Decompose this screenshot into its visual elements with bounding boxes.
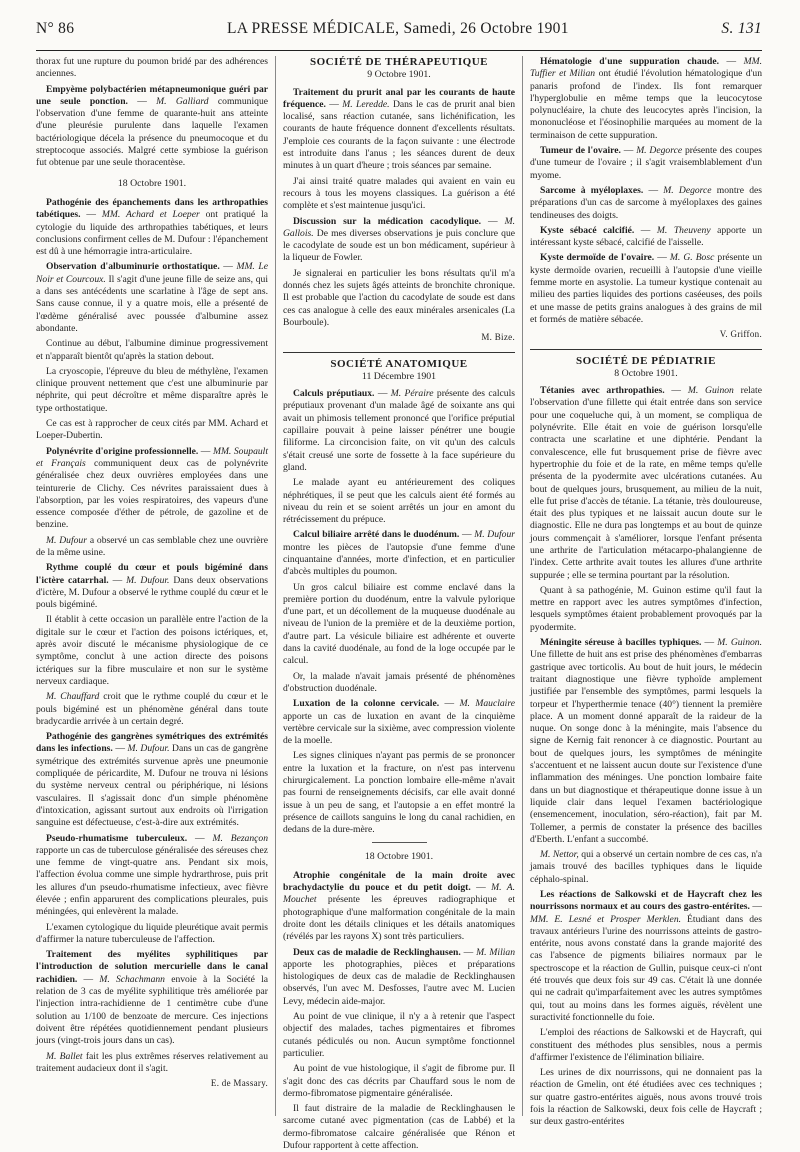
- article-text: présente un kyste dermoïde ovarien, recueilli à l'autopsie d'une vieille femme morte en asystolie. La tumeur kystique contenait au milieu des parties liquides des portions caséeuses, des poils et une masse de petits grains analogues à des grains de mil et formés de matière sébacée.: [530, 252, 762, 325]
- column-3: [530, 56, 763, 1128]
- article-author: MM. Tuffier et Milian: [530, 56, 763, 80]
- article-author: M. Theuveny: [656, 224, 711, 236]
- paragraph: Le malade ayant eu antérieurement des coliques néphrétiques, il se peut que les calculs aient été formés au niveau du rein et se soient arrêtés un jour en amont du rétrécissement du prépuce.: [283, 477, 515, 526]
- article-author: M. Leredde.: [342, 98, 390, 110]
- paragraph: Or, la malade n'avait jamais présenté de phénomènes d'obstruction duodénale.: [283, 670, 515, 694]
- article-text: apporte les photographies, pièces et préparations histologiques de deux cas de maladie de Recklinghausen observés, l'un avec M. Desfosses, l'autre avec M. Lucien Levy, médecin aide-major.: [283, 958, 515, 1007]
- article-author: M. Dufour.: [127, 743, 170, 755]
- article-author: MM. Le Noir et Courcoux.: [36, 261, 268, 285]
- article-author: M. Péraire: [390, 388, 434, 400]
- article-text: apporte un cas de luxation en avant de la cinquième vertèbre cervicale sur la sixième, avec compression violente de la moelle.: [283, 710, 515, 747]
- article-text: croit que le rythme couplé du cœur et le pouls bigéminé est un phénomène général dans toute bradycardie arrivée à un certain degré.: [36, 691, 268, 727]
- article-text: Il s'agit d'une jeune fille de seize ans, qui a dans ses antécédents une scarlatine à l'âge de sept ans. Sans cause connue, il y a quatre mois, elle a présenté de l'œdème généralisé avec poussée d'albumine assez abondante.: [36, 273, 268, 334]
- article-text: Dans deux observations d'ictère, M. Dufour a observé le rythme couplé du cœur et le pouls bigéminé.: [36, 574, 269, 611]
- article-title: Tumeur de l'ovaire.: [540, 145, 621, 157]
- article-text: montre les pièces de l'autopsie d'une femme d'une cinquantaine d'années, morte d'infection, et en particulier d'abcès multiples du poumon.: [283, 541, 515, 578]
- article-text: fait les plus extrêmes réserves relativement au traitement audacieux dont il s'agit.: [36, 1050, 268, 1074]
- paragraph: [36, 535, 268, 560]
- article-title: Pseudo-rhumatisme tuberculeux.: [46, 832, 188, 844]
- article-text: ont pratiqué la cytologie du liquide des arthropathies tabétiques, et leurs conclusions confirment celles de M. Dufour : l'épanchement est dû à une hémorragie intra-articulaire.: [36, 209, 268, 258]
- section-date: 9 Octobre 1901.: [367, 69, 431, 81]
- paragraph: Au point de vue histologique, il s'agit de fibrome pur. Il s'agit donc des cas décrits par Chauffard sous le nom de dermo-fibromatose pigmentaire généralisée.: [283, 1063, 515, 1099]
- article-text: montre des préparations d'un cas de sarcome à myéloplaxes des gaines tendineuses des doigts.: [530, 184, 762, 221]
- article-tetanies: Tétanies avec arthropathies. — M. Guinon relate l'observation d'une fillette qui était entrée dans son service pour une coqueluche qui, à un moment, se compliqua de polynévrite. Elle était en voie de guérison lorsqu'elle contracta une scarlatine et une diphtérie. Pendant la convalescence, elle fut brusquement prise de fièvre avec hypertrophie du foie et de la rate, en même temps qu'elle présenta de la pyodermite avec ulcérations cutanées. Au bout de quelques jours, brusquement, au milieu de la nuit, elle fut prise d'accès de tétanie. La tétanie, très douloureuse, était des plus typiques et ne laissait aucun doute sur le diagnostic. Elle ne dura pas longtemps et au bout de quinze jours commençait à s'améliorer, lorsque l'enfant présenta une arthrite de l'articulation métacarpo-phalangienne de l'index. Cette arthrite avait toutes les allures d'une arthrite suppurée ; elle se termina pourtant par la résolution.: [530, 385, 762, 581]
- article-text: communique l'observation d'une femme de quarante-huit ans atteinte d'une pleurésie purulente dans laquelle l'examen bactériologique décela la présence du pneumocoque et du streptocoque associés. Malgré cette symbiose la guérison fut obtenue par une seule thoracentèse.: [36, 95, 268, 169]
- article-author: M. Degorce: [663, 184, 712, 196]
- article-text: Dans un cas de gangrène symétrique des extrémités survenue après une pneumonie compliquée de péricardite, M. Dufour ne trouva ni lésions du système nerveux central ou périphérique, ni lésions vasculaires. Il s'agissait donc d'un simple phénomène d'intoxication, agissant surtout aux endroits où l'irrigation sanguine est défectueuse, c'est-à-dire aux extrémités.: [36, 743, 268, 829]
- issue-number: N° 86: [36, 20, 75, 37]
- article-pseudo-rhumatisme: Pseudo-rhumatisme tuberculeux. — M. Bezançon rapporte un cas de tuberculose généralisée des séreuses chez une femme de vingt-quatre ans. Pendant six mois, l'affection évolua comme une simple hydrarthrose, puis prit les allures d'un pseudo-rhumatisme infectieux, avec fièvre élevée ; enfin apparurent des complications pleurales, puis méningées, qui enlevèrent la malade.: [36, 832, 269, 918]
- article-title: Méningite séreuse à bacilles typhiques.: [540, 637, 702, 649]
- journal-title: LA PRESSE MÉDICALE, Samedi, 26 Octobre 1901: [226, 20, 569, 37]
- paragraph: [36, 1051, 268, 1076]
- article-title: Polynévrite d'origine professionnelle.: [46, 445, 199, 457]
- section-date: 11 Décembre 1901: [361, 370, 437, 382]
- article-author: M. Chauffard: [46, 691, 100, 703]
- session-date: 18 Octobre 1901.: [117, 177, 187, 189]
- article-title: Pathogénie des épanchements dans les arthropathies tabétiques.: [36, 196, 268, 221]
- section-date: 8 Octobre 1901.: [614, 367, 678, 379]
- article-salkowski: Les réactions de Salkowski et de Haycraft chez les nourrissons normaux et au cours des gastro-entérites. — MM. E. Lesné et Prosper Merklen. Étudiant dans des travaux antérieurs l'urine des nourrissons atteints de gastro-entérite, nous avons constaté dans la grande majorité des cas l'absence de pigments biliaires normaux par le spectroscope et la réaction de Gullin, puisque ceux-ci n'ont été trouvés que deux fois sur 49 cas. C'était là une donnée qui ne cadrait qu'imparfaitement avec les autres symptômes qui, tout au moins dans les formes aiguës, révèlent une suractivité fonctionnelle du foie.: [530, 889, 762, 1023]
- column-2: [283, 56, 516, 1152]
- section-title: SOCIÉTÉ DE THÉRAPEUTIQUE: [309, 56, 489, 68]
- paragraph: Les signes cliniques n'ayant pas permis de se prononcer entre la luxation et la fracture, on n'est pas intervenu chirurgicalement. La ponction lombaire elle-même n'avait pas fourni de renseignements décisifs, car elle avait donné issue à un peu de sang, et l'autopsie a en effet montré la présence de caillots sanguins le long du canal rachidien, en dedans de la dure-mère.: [283, 750, 515, 836]
- paragraph: [530, 849, 762, 886]
- columns: [36, 56, 763, 1152]
- paragraph: L'emploi des réactions de Salkowski et de Haycraft, qui constituent des méthodes plus sensibles, nous a permis d'affirmer l'existence de l'élimination biliaire.: [530, 1027, 762, 1063]
- article-calculs-preputiaux: Calculs préputiaux. — M. Péraire présente des calculs préputiaux provenant d'un malade âgé de soixante ans qui avait un phimosis tellement prononcé que l'orifice préputial capillaire pouvait à peine laisser pénétrer une bougie filiforme. La circoncision faite, on vit qu'un des calculs s'était creusé une sorte de fossette à la face supérieure du gland.: [283, 388, 516, 473]
- paragraph: J'ai ainsi traité quatre malades qui avaient en vain eu recours à tous les moyens classiques. La guérison a été complète et s'est maintenue jusqu'ici.: [283, 175, 515, 212]
- paragraph: Ce cas est à rapprocher de ceux cités par MM. Achard et Loeper-Dubertin.: [36, 418, 268, 442]
- section-title: SOCIÉTÉ ANATOMIQUE: [283, 352, 515, 370]
- article-text: présente des calculs préputiaux provenant d'un malade âgé de soixante ans qui avait un phimosis tellement prononcé que l'orifice préputial capillaire pouvait à peine laisser pénétrer une bougie filiforme. La circoncision faite, on vit qu'un des calculs s'était creusé une sorte de fossette à la face supérieure du gland.: [283, 388, 516, 473]
- article-author: M. Guinon.: [717, 637, 762, 649]
- article-author: M. Mauclaire: [459, 698, 515, 710]
- article-title: Traitement des myélites syphilitiques par l'introduction de solution mercurielle dans le canal rachidien.: [36, 949, 268, 985]
- article-text: De mes diverses observations je puis conclure que le cacodylate de soude est un bon médicament, supérieur à la liqueur de Fowler.: [283, 227, 515, 264]
- article-polynevrite: Polynévrite d'origine professionnelle. — MM. Soupault et Français communiquent deux cas de polynévrite généralisée chez deux ouvrières employées dans une teinturerie de Clichy. Ces névrites paraissaient dues à l'absorption, par les voies respiratoires, des vapeurs d'une essence composée d'éther de pétrole, de gazoline et de benzine.: [36, 445, 268, 531]
- article-text: rapporte un cas de tuberculose généralisée des séreuses chez une femme de vingt-quatre ans. Pendant six mois, l'affection évolua comme une simple hydrarthrose, puis prit les allures d'un pseudo-rhumatisme infectieux, avec fièvre élevée ; enfin apparurent des complications pleurales, puis méningées, qui enlevèrent la malade.: [36, 844, 268, 918]
- article-text: Étudiant dans des travaux antérieurs l'urine des nourrissons atteints de gastro-entérite, nous avons constaté dans la grande majorité des cas l'absence de pigments biliaires normaux par le spectroscope et la réaction de Gullin, puisque ceux-ci n'ont été trouvés que deux fois sur 49 cas. C'était là une donnée qui ne cadrait qu'imparfaitement avec les autres symptômes qui, tout au moins dans les formes aiguës, révèlent une suractivité fonctionnelle du foie.: [530, 913, 762, 1023]
- signature: E. de Massary.: [210, 1078, 268, 1089]
- article-gangrenes: Pathogénie des gangrènes symétriques des extrémités dans les infections. — M. Dufour. Dans un cas de gangrène symétrique des extrémités survenue après une pneumonie compliquée de péricardite, M. Dufour ne trouva ni lésions du système nerveux central ou périphérique, ni lésions vasculaires. Il s'agissait donc d'un simple phénomène d'intoxication, agissant surtout aux endroits où l'irrigation sanguine est défectueuse, c'est-à-dire aux extrémités.: [36, 731, 268, 829]
- article-title: Luxation de la colonne cervicale.: [293, 698, 440, 710]
- article-title: Deux cas de maladie de Recklinghausen.: [293, 946, 461, 958]
- page-header: [36, 20, 762, 51]
- article-text: Dans le cas de prurit anal bien localisé, sans réaction cutanée, sans lichénification, les courants de haute fréquence donnent d'excellents résultats. J'emploie ces courants de la façon suivante : une électrode est introduite dans l'anus ; les séances durent de deux minutes à un quart d'heure ; trois séances par semaine.: [283, 98, 515, 172]
- article-author: M. Dufour: [46, 534, 87, 546]
- session-date: 18 Octobre 1901.: [364, 850, 434, 862]
- article-author: M. Ballet: [46, 1050, 83, 1062]
- article-text: communiquent deux cas de polynévrite généralisée chez deux ouvrières employées dans une teinturerie de Clichy. Ces névrites paraissaient dues à l'absorption, par les voies respiratoires, des vapeurs d'une essence composée d'éther de pétrole, de gazoline et de benzine.: [36, 457, 268, 531]
- paragraph: Les urines de dix nourrissons, qui ne donnaient pas la réaction de Gmelin, ont été étudiées avec ces techniques ; sur quatre gastro-entérites aiguës, nous avons trouvé trois fois la réaction de Salkowski, deux fois celle de Haycraft ; sur deux gastro-entérites: [530, 1067, 762, 1128]
- section-title: SOCIÉTÉ DE PÉDIATRIE: [530, 349, 762, 367]
- article-title: Kyste sébacé calcifié.: [540, 224, 635, 236]
- paragraph: Continue au début, l'albumine diminue progressivement et n'apparaît bientôt qu'après la station debout.: [36, 338, 268, 362]
- article-title: Calcul biliaire arrêté dans le duodénum.: [293, 529, 460, 541]
- article-text: présente des coupes d'une tumeur de l'ovaire ; il s'agit vraisemblablement d'un myome.: [530, 145, 762, 181]
- paragraph: Au point de vue clinique, il n'y a à retenir que l'aspect objectif des malades, taches pigmentaires et fibromes cutanés pédiculés ou non. Aucun symptôme fonctionnel particulier.: [283, 1011, 515, 1059]
- article-title: Observation d'albuminurie orthostatique.: [46, 261, 220, 273]
- article-text: Une fillette de huit ans est prise des phénomènes d'embarras gastrique avec torticolis. Au bout de huit jours, le médecin traitant diagnostique une fièvre typhoïde amplement justifiée par l'ensemble des symptômes, parmi lesquels la torpeur et l'hyperthermie tenace (40°) tiennent la première place. A un moment donné apparaît de la raideur de la nuque. On songe donc à la méningite, mais l'absence du signe de Kernig fait renoncer à ce diagnostic. Pourtant au bout de quelques jours, les symptômes de méningite s'accentuent et ne laissent aucun doute sur l'existence d'une inflammation des méninges. Une ponction lombaire faite dans un but diagnostique et thérapeutique donne issue à un liquide clair dans lequel l'examen bactériologique (ensemencement, inoculation, séro-réaction), fait par M. Tollemer, a permis de constater la présence des bacilles d'Eberth. L'enfant a succombé.: [530, 649, 762, 845]
- paragraph: L'examen cytologique du liquide pleurétique avait permis d'affirmer la nature tuberculeuse de l'affection.: [36, 921, 268, 945]
- article-title: Atrophie congénitale de la main droite avec brachydactylie du pouce et du petit doigt.: [283, 869, 515, 894]
- signature: V. Griffon.: [719, 329, 762, 340]
- article-cacodylique: Discussion sur la médication cacodylique. — M. Gallois. De mes diverses observations je puis conclure que le cacodylate de soude est un bon médicament, supérieur à la liqueur de Fowler.: [283, 215, 515, 264]
- paragraph: thorax fut une rupture du poumon bridé par des adhérences anciennes.: [36, 56, 268, 80]
- article-text: relate l'observation d'une fillette qui était entrée dans son service pour une coqueluche qui, à un moment, se compliqua de polynévrite. Elle était en voie de guérison lorsqu'elle contracta une scarlatine et une diphtérie. Pendant la convalescence, elle fut brusquement prise de fièvre avec hypertrophie du foie et de la rate, en même temps qu'elle présenta de la pyodermite avec ulcérations cutanées. Au bout de quelques jours, brusquement, au milieu de la nuit, elle fut prise d'accès de tétanie. La tétanie, très douloureuse, était des plus typiques et ne laissait aucun doute sur le diagnostic. Elle ne dura pas longtemps et au bout de quinze jours commençait à s'améliorer, lorsque l'enfant présenta une arthrite de l'articulation métacarpo-phalangienne de l'index. Cette arthrite avait toutes les allures d'une arthrite suppurée ; elle se termina pourtant par la résolution.: [530, 385, 762, 581]
- article-myelites: Traitement des myélites syphilitiques par l'introduction de solution mercurielle dans le canal rachidien. — M. Schachmann envoie à la Société la relation de 3 cas de myélite syphilitique très améliorée par l'injection intra-rachidienne de 1 centimètre cube d'une solution au 1/100 de benzoate de mercure. Ces injections doivent être répétées quotidiennement pendant plusieurs jours (vingt-trois jours dans un cas).: [36, 949, 268, 1047]
- article-recklinghausen: Deux cas de maladie de Recklinghausen. — M. Milian apporte les photographies, pièces et préparations histologiques de deux cas de maladie de Recklinghausen observés, l'un avec M. Desfosses, l'autre avec M. Lucien Levy, médecin aide-major.: [283, 946, 515, 1007]
- paragraph: La cryoscopie, l'épreuve du bleu de méthylène, l'examen clinique prouvent nettement que c'est une albuminurie par néphrite, qui peut décroître et même disparaître après le type orthostatique.: [36, 365, 268, 414]
- article-tumeur-ovaire: Tumeur de l'ovaire. — M. Degorce présente des coupes d'une tumeur de l'ovaire ; il s'agit vraisemblablement d'un myome.: [530, 145, 762, 181]
- article-kyste-sebace: Kyste sébacé calcifié. — M. Theuveny apporte un intéressant kyste sébacé, calcifié de l'aisselle.: [530, 224, 763, 249]
- article-sarcome: Sarcome à myéloplaxes. — M. Degorce montre des préparations d'un cas de sarcome à myéloplaxes des gaines tendineuses des doigts.: [530, 184, 762, 221]
- article-author: M. G. Bosc: [669, 252, 715, 264]
- article-prurit-anal: Traitement du prurit anal par les courants de haute fréquence. — M. Leredde. Dans le cas de prurit anal bien localisé, sans réaction cutanée, sans lichénification, les courants de haute fréquence donnent d'excellents résultats. J'emploie ces courants de la façon suivante : une électrode est introduite dans l'anus ; les séances durent de deux minutes à un quart d'heure ; trois séances par semaine.: [283, 86, 515, 172]
- article-calcul-biliaire: Calcul biliaire arrêté dans le duodénum. — M. Dufour montre les pièces de l'autopsie d'une femme d'une cinquantaine d'années, morte d'infection, et en particulier d'abcès multiples du poumon.: [283, 529, 515, 578]
- article-author: M. Guinon: [687, 385, 734, 397]
- article-kyste-dermoide: Kyste dermoïde de l'ovaire. — M. G. Bosc présente un kyste dermoïde ovarien, recueilli à l'autopsie d'une vieille femme morte en asystolie. La tumeur kystique contenait au milieu des parties liquides des portions caséeuses, des poils et une masse de petits grains analogues à des grains de mil et formés de matière sébacée.: [530, 252, 762, 325]
- article-text: envoie à la Société la relation de 3 cas de myélite syphilitique très améliorée par l'injection intra-rachidienne de 1 centimètre cube d'une solution au 1/100 de benzoate de mercure. Ces injections doivent être répétées quotidiennement pendant plusieurs jours (vingt-trois jours dans un cas).: [36, 973, 268, 1047]
- article-title: Discussion sur la médication cacodylique.: [293, 215, 482, 227]
- article-text: qui a observé un certain nombre de ces cas, n'a jamais trouvé des bacilles typhiques dans le liquide céphalo-spinal.: [530, 849, 762, 885]
- article-title: Pathogénie des gangrènes symétriques des extrémités dans les infections.: [36, 731, 268, 755]
- article-author: M. Schachmann: [99, 973, 165, 985]
- article-arthropathies: Pathogénie des épanchements dans les arthropathies tabétiques. — MM. Achard et Loeper ont pratiqué la cytologie du liquide des arthropathies tabétiques, et leurs conclusions confirment celles de M. Dufour : l'épanchement est dû à une hémorragie intra-articulaire.: [36, 196, 268, 258]
- article-title: Traitement du prurit anal par les courants de haute fréquence.: [283, 86, 515, 110]
- paragraph: Je signalerai en particulier les bons résultats qu'il m'a donnés chez les sujets âgés atteints de bronchite chronique. Il est probable que l'action du cacodylate de soude est dans ces cas analogue à celle des eaux minérales arsenicales (La Bourboule).: [283, 267, 515, 328]
- article-author: M. Dufour.: [126, 574, 170, 586]
- signature: M. Bize.: [481, 332, 515, 343]
- paragraph: Un gros calcul biliaire est comme enclavé dans la première portion du duodénum, entre la valvule pylorique d'une part, et un décollement de la muqueuse duodénale au niveau de l'union de la première et de la deuxième portion, d'autre part. La vésicule biliaire est adhérente et ouverte dans la cavité duodénale, au fond de la loge occupée par le calcul.: [283, 581, 515, 667]
- article-title: Calculs préputiaux.: [293, 388, 375, 400]
- page-number: S. 131: [721, 20, 762, 37]
- article-text: a observé un cas semblable chez une ouvrière de la même usine.: [36, 534, 268, 558]
- paragraph: Il faut distraire de la maladie de Recklinghausen le sarcome cutané avec pigmentation (cas de Labbé) et la dermo-fibromatose calcaire généralisée que Rénon et Dufour rapportent à cette affection.: [283, 1103, 515, 1152]
- divider: [372, 842, 427, 843]
- article-title: Hématologie d'une suppuration chaude.: [540, 56, 719, 67]
- article-author: MM. Soupault et Français: [36, 445, 268, 469]
- paragraph: Quant à sa pathogénie, M. Guinon estime qu'il faut la mettre en rapport avec les autres symptômes d'infection, lesquels symptômes étaient probablement provoqués par la pyodermite.: [530, 584, 762, 633]
- article-empyeme: Empyème polybactérien métapneumonique guéri par une seule ponction. — M. Galliard communique l'observation d'une femme de quarante-huit ans atteinte d'une pleurésie purulente dans laquelle l'examen bactériologique décela la présence du pneumocoque et du streptocoque associés. Malgré cette symbiose la guérison fut obtenue par une seule thoracentèse.: [36, 83, 268, 169]
- column-1: [36, 56, 268, 1116]
- article-title: Kyste dermoïde de l'ovaire.: [540, 252, 655, 264]
- article-author: M. Gallois.: [283, 215, 515, 239]
- article-rythme-couple: Rythme couplé du cœur et pouls bigéminé dans l'ictère catarrhal. — M. Dufour. Dans deux observations d'ictère, M. Dufour a observé le rythme couplé du cœur et le pouls bigéminé.: [36, 562, 269, 611]
- article-atrophie: Atrophie congénitale de la main droite avec brachydactylie du pouce et du petit doigt. — M. A. Mouchet présente les épreuves radiographique et photographique d'une malformation congénitale de la main droite dont les détails cliniques et les détails anatomiques (révélés par les rayons X) sont très particuliers.: [283, 869, 516, 943]
- article-author: MM. Achard et Loeper: [101, 209, 200, 221]
- article-title: Tétanies avec arthropathies.: [540, 385, 665, 397]
- article-author: M. Degorce: [636, 145, 683, 157]
- article-title: Rythme couplé du cœur et pouls bigéminé dans l'ictère catarrhal.: [36, 562, 268, 586]
- article-title: Empyème polybactérien métapneumonique guéri par une seule ponction.: [36, 83, 268, 107]
- article-luxation: Luxation de la colonne cervicale. — M. Mauclaire apporte un cas de luxation en avant de la cinquième vertèbre cervicale sur la sixième, avec compression violente de la moelle.: [283, 698, 515, 747]
- article-author: M. Bezançon: [212, 832, 269, 844]
- article-text: apporte un intéressant kyste sébacé, calcifié de l'aisselle.: [530, 224, 763, 249]
- article-meningite: Méningite séreuse à bacilles typhiques. — M. Guinon. Une fillette de huit ans est prise des phénomènes d'embarras gastrique avec torticolis. Au bout de huit jours, le médecin traitant diagnostique une fièvre typhoïde amplement justifiée par l'ensemble des symptômes, parmi lesquels la torpeur et l'hyperthermie tenace (40°) tiennent la première place. A un moment donné apparaît de la raideur de la nuque. On songe donc à la méningite, mais l'absence du signe de Kernig fait renoncer à ce diagnostic. Pourtant au bout de quelques jours, les symptômes de méningite s'accentuent et ne laissent aucun doute sur l'existence d'une inflammation des méninges. Une ponction lombaire faite dans un but diagnostique et thérapeutique donne issue à un liquide clair dans lequel l'examen bactériologique (ensemencement, inoculation, séro-réaction), fait par M. Tollemer, a permis de constater la présence des bacilles d'Eberth. L'enfant a succombé.: [530, 637, 762, 845]
- column-rule: [275, 56, 276, 1116]
- article-text: présente les épreuves radiographique et photographique d'une malformation congénitale de la main droite dont les détails cliniques et les détails anatomiques (révélés par les rayons X) sont très particuliers.: [283, 894, 515, 943]
- paragraph: [36, 691, 268, 728]
- article-author: M. A. Mouchet: [283, 882, 516, 906]
- paragraph: Il établit à cette occasion un parallèle entre l'action de la digitale sur le cœur et l'action des poisons ictériques, et, après avoir discuté le mécanisme physiologique de ce symptôme, conclut à une action directe des poisons ictériques sur la fibre musculaire et non sur le système nerveux cardiaque.: [36, 614, 268, 687]
- article-title: Sarcome à myéloplaxes.: [540, 184, 644, 196]
- article-hematologie: Hématologie d'une suppuration chaude. — MM. Tuffier et Milian ont étudié l'évolution hématologique d'un panaris profond de l'index. Ils font remarquer l'hyperglobulie en même temps que la leucocytose polynucléaire, la chute des leucocytes après l'incision, la mononucléose et l'éosinophilie marquées au moment de la terminaison de cette suppuration.: [530, 56, 763, 141]
- article-title: Les réactions de Salkowski et de Haycraft chez les nourrissons normaux et au cours des gastro-entérites.: [530, 889, 762, 913]
- article-albuminurie: Observation d'albuminurie orthostatique. — MM. Le Noir et Courcoux. Il s'agit d'une jeune fille de seize ans, qui a dans ses antécédents une scarlatine à l'âge de sept ans. Sans cause connue, il y a quatre mois, elle a présenté de l'œdème généralisé avec poussée d'albumine assez abondante.: [36, 261, 268, 334]
- article-author: M. Milian: [476, 946, 515, 958]
- article-author: M. Galliard: [156, 95, 209, 107]
- article-text: ont étudié l'évolution hématologique d'un panaris profond de l'index. Ils font remarquer l'hyperglobulie en même temps que la leucocytose polynucléaire, la chute des leucocytes après l'incision, la mononucléose et l'éosinophilie marquées au moment de la terminaison de cette suppuration.: [530, 68, 762, 141]
- article-author: M. Dufour: [474, 529, 515, 541]
- column-rule: [522, 56, 523, 1116]
- article-author: M. Nettor,: [540, 849, 579, 861]
- article-author: MM. E. Lesné et Prosper Merklen.: [530, 913, 682, 925]
